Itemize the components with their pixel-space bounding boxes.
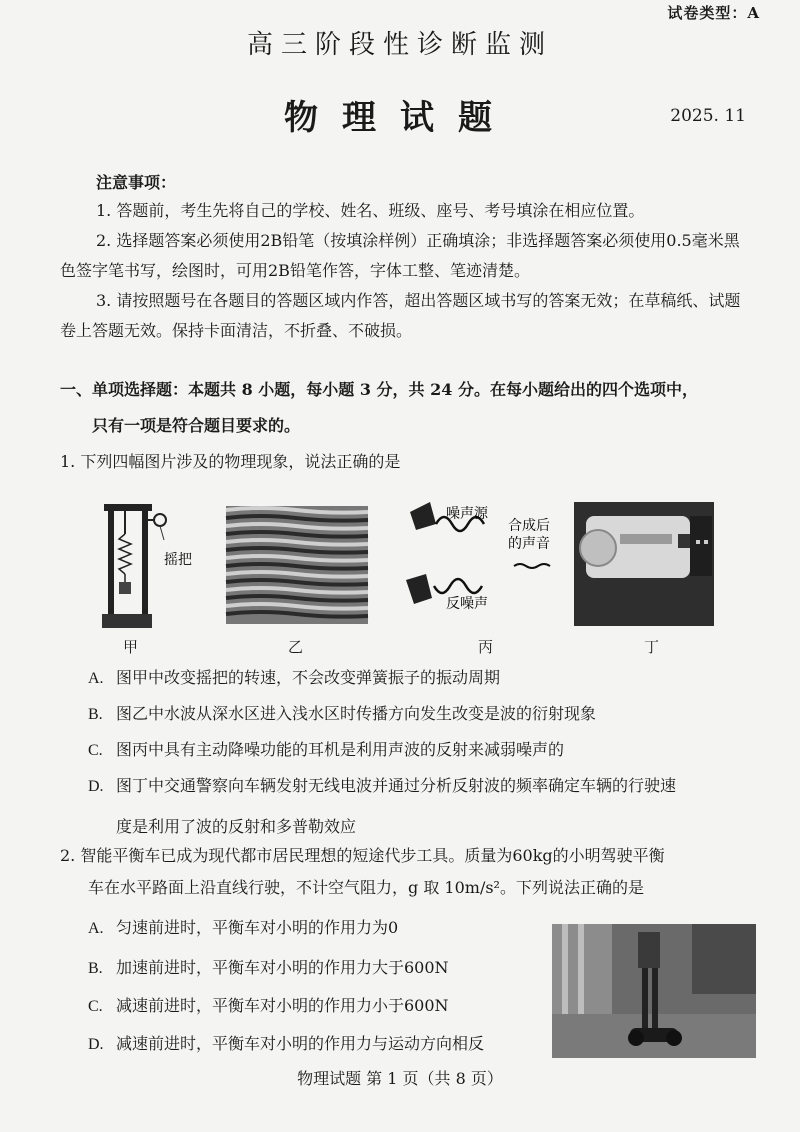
question-2-stem-line2: 车在水平路面上沿直线行驶，不计空气阻力，g 取 10m/s²。下列说法正确的是	[88, 878, 644, 897]
q2-option-b	[88, 952, 449, 985]
q1-option-b	[88, 698, 596, 731]
q1-option-c-text: 图丙中具有主动降噪功能的耳机是利用声波的反射来减弱噪声的	[116, 740, 565, 759]
question-2-stem-line1: 2. 智能平衡车已成为现代都市居民理想的短途代步工具。质量为60kg的小明驾驶平衡	[60, 846, 665, 865]
q1-option-c-key: C.	[88, 742, 103, 759]
question-1-stem: 1. 下列四幅图片涉及的物理现象，说法正确的是	[60, 452, 401, 471]
paper-type: 试卷类型：A	[667, 4, 760, 22]
balance-scooter-photo	[552, 924, 756, 1058]
q1-option-a-key: A.	[88, 670, 104, 687]
exam-title: 物理试题	[284, 98, 516, 138]
q2-option-d-text: 减速前进时，平衡车对小明的作用力与运动方向相反	[116, 1034, 485, 1053]
q2-option-b-key: B.	[88, 960, 103, 977]
q2-option-c	[88, 990, 449, 1023]
figure-label-ding: 丁	[644, 638, 660, 656]
question-1-figures	[100, 494, 720, 636]
q1-option-d-key: D.	[88, 778, 104, 795]
figure-bing-noise-source-label: 噪声源	[446, 506, 488, 522]
section-heading-line2: 只有一项是符合题目要求的。	[92, 416, 301, 435]
q2-option-b-text: 加速前进时，平衡车对小明的作用力大于600N	[116, 958, 449, 977]
q2-option-d-key: D.	[88, 1036, 104, 1053]
q2-option-a	[88, 912, 398, 945]
figure-jia-crank-label: 摇把	[164, 552, 192, 568]
figure-label-jia: 甲	[123, 638, 139, 656]
section-heading-line1: 一、单项选择题：本题共 8 小题，每小题 3 分，共 24 分。在每小题给出的四个选项中，	[60, 380, 698, 399]
exam-supertitle: 高三阶段性诊断监测	[246, 30, 553, 60]
notes-heading: 注意事项：	[96, 173, 177, 192]
q1-option-b-text: 图乙中水波从深水区进入浅水区时传播方向发生改变是波的衍射现象	[116, 704, 597, 723]
q1-option-c	[88, 734, 564, 767]
figure-ding-radar-gun	[574, 502, 714, 626]
q1-option-d-continued: 度是利用了波的反射和多普勒效应	[116, 817, 357, 836]
note-item-3: 3. 请按照题号在各题目的答题区域内作答，超出答题区域书写的答案无效；在草稿纸、试题卷上答题无效。保持卡面清洁，不折叠、不破损。	[60, 291, 741, 340]
q1-option-b-key: B.	[88, 706, 103, 723]
q2-option-a-key: A.	[88, 920, 104, 937]
page-footer: 物理试题 第 1 页（共 8 页）	[297, 1069, 503, 1088]
figure-jia-spring-oscillator	[102, 504, 166, 628]
question-2-stem	[60, 840, 760, 904]
figure-bing-combined-label-2: 的声音	[508, 536, 550, 552]
q1-option-d-text: 图丁中交通警察向车辆发射无线电波并通过分析反射波的频率确定车辆的行驶速	[116, 776, 677, 795]
q2-option-a-text: 匀速前进时，平衡车对小明的作用力为0	[116, 918, 399, 937]
exam-date: 2025. 11	[670, 106, 746, 126]
figure-label-yi: 乙	[288, 638, 304, 656]
figure-yi-water-waves	[226, 506, 368, 624]
figure-bing-anti-noise-label: 反噪声	[446, 596, 488, 612]
figure-label-bing: 丙	[478, 638, 494, 656]
q1-option-d	[88, 770, 676, 803]
q1-option-a	[88, 662, 500, 695]
note-item-1: 1. 答题前，考生先将自己的学校、姓名、班级、座号、考号填涂在相应位置。	[96, 201, 645, 220]
figure-bing-combined-label-1: 合成后	[508, 518, 550, 534]
note-item-2: 2. 选择题答案必须使用2B铅笔（按填涂样例）正确填涂；非选择题答案必须使用0.5毫米黑色签字笔书写，绘图时，可用2B铅笔作答，字体工整、笔迹清楚。	[60, 231, 740, 280]
q1-option-a-text: 图甲中改变摇把的转速，不会改变弹簧振子的振动周期	[116, 668, 501, 687]
q2-option-c-text: 减速前进时，平衡车对小明的作用力小于600N	[116, 996, 449, 1015]
section-heading	[60, 372, 760, 444]
q2-option-d	[88, 1028, 484, 1061]
q2-option-c-key: C.	[88, 998, 103, 1015]
